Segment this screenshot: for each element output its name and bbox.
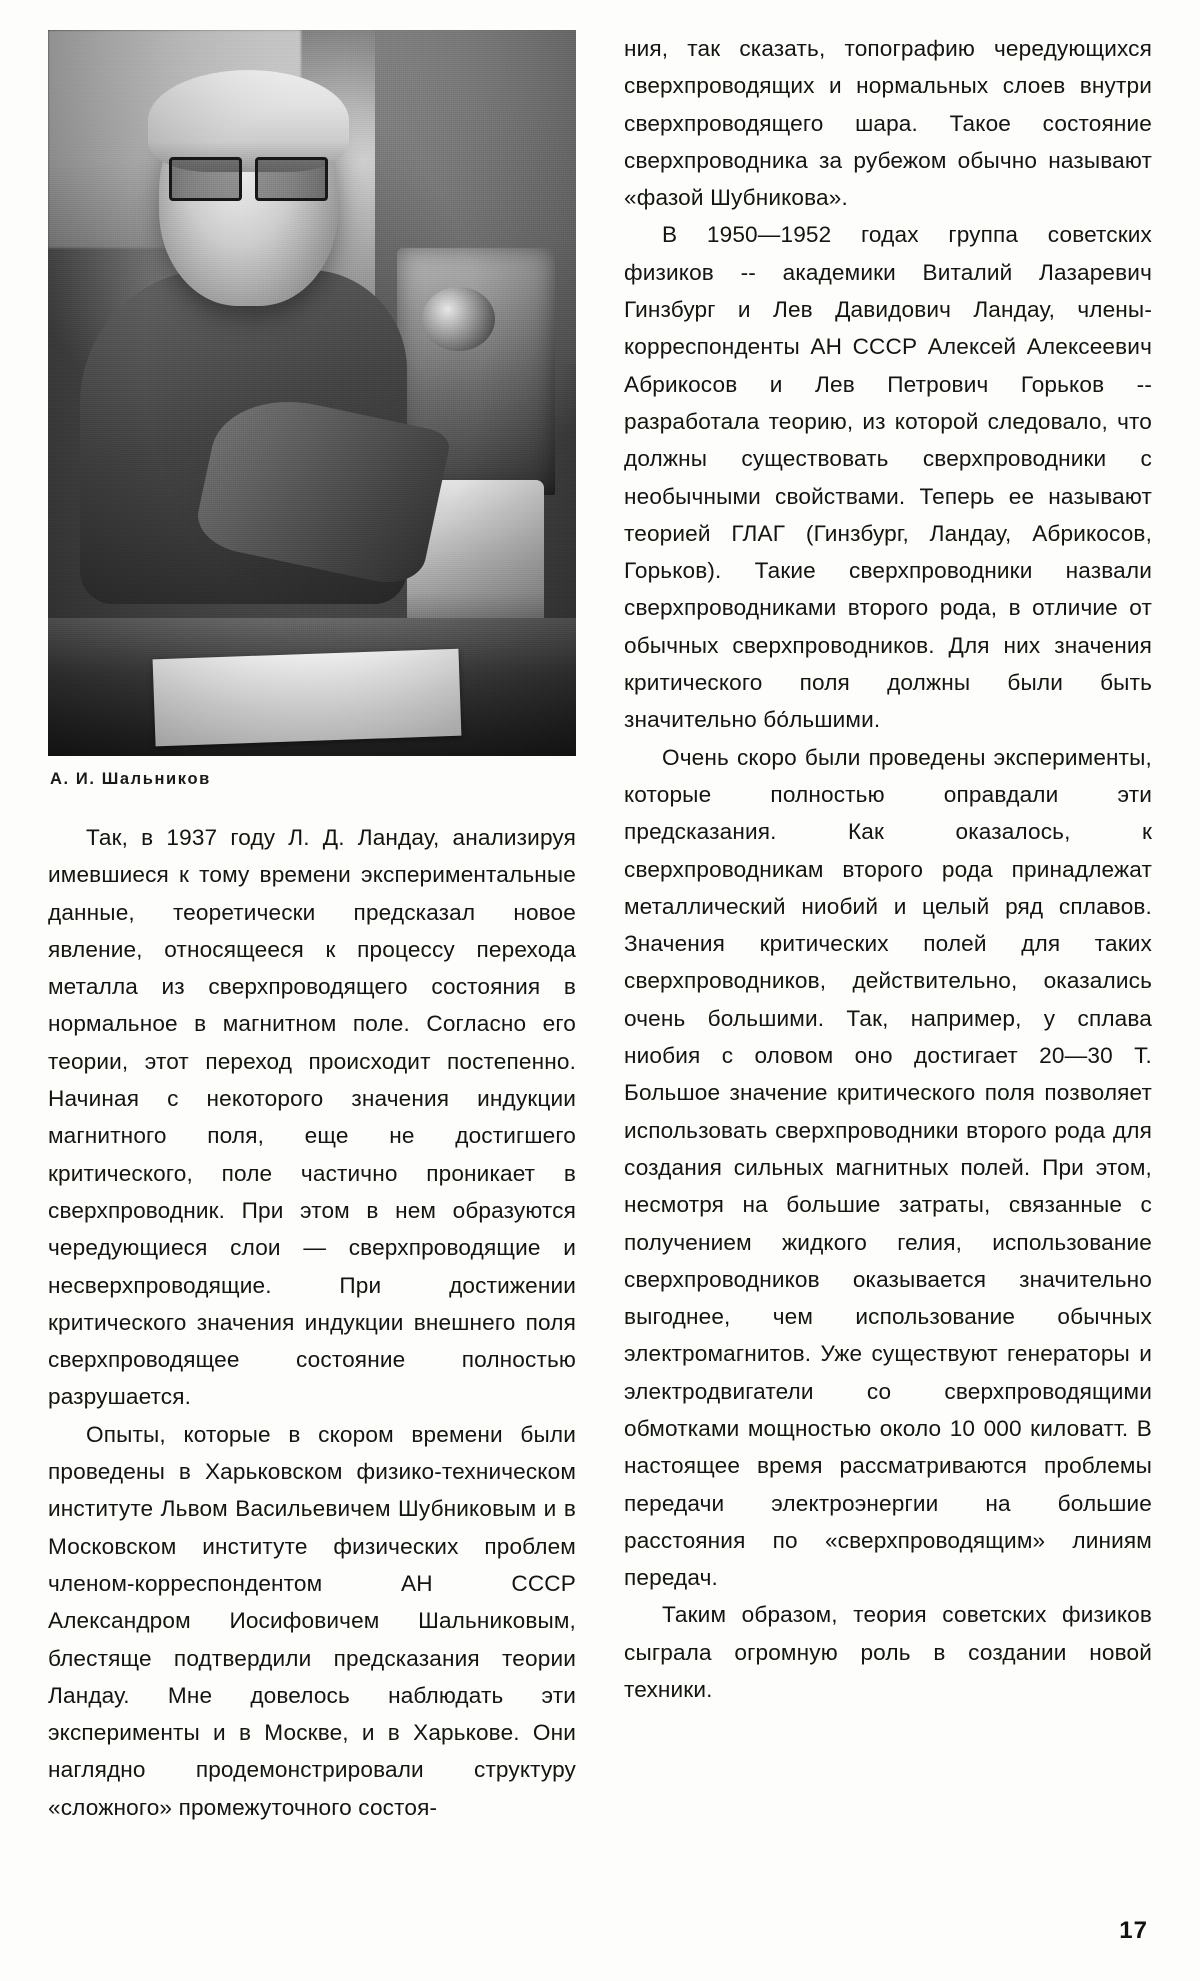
paragraph: Опыты, которые в скором времени были проведены в Харьковском физико-техническом институте Львом Васильевичем Шубниковым и в Московском институте физических проблем членом-корреспондентом АН СССР Александром Иосифовичем Шальниковым, блестяще подтвердили предсказания теории Ландау. Мне довелось наблюдать эти эксперименты и в Москве, и в Харькове. Они наглядно продемонстрировали структуру «сложного» промежуточного состоя- <box>48 1421 576 1820</box>
paragraph: Таким образом, теория советских физиков сыграла огромную роль в создании новой техники. <box>624 1602 1152 1703</box>
left-column <box>48 30 576 1910</box>
paragraph: Очень скоро были проведены эксперименты, которые полностью оправдали эти предсказания. Как оказалось, к сверхпроводникам второго рода принадлежат металлический ниобий и целый ряд сплавов. Значения критических полей для таких сверхпроводников, действительно, оказались очень большими. Так, например, у сплава ниобия с оловом оно достигает 20—30 Т. Большое значение критического поля позволяет использовать сверхпроводники второго рода для создания сильных магнитных полей. При этом, несмотря на большие затраты, связанные с получением жидкого гелия, использование сверхпроводников оказывается значительно выгоднее, чем использование обычных электромагнитов. Уже существуют генераторы и электродвигатели со сверхпроводящими обмотками мощностью около 10 000 киловатт. В настоящее время рассматриваются проблемы передачи электроэнергии на большие расстояния по «сверхпроводящим» линиям передач. <box>624 744 1152 1591</box>
two-column-layout <box>48 30 1152 1910</box>
photo-caption: А. И. Шальников <box>50 770 211 788</box>
eyeglasses <box>169 157 327 195</box>
page-number: 17 <box>1119 1917 1148 1944</box>
paper-sheet <box>152 649 461 747</box>
portrait-photo <box>48 30 576 756</box>
right-column <box>624 30 1152 1910</box>
photo-figure <box>48 30 576 789</box>
paragraph: В 1950—1952 годах группа советских физиков -- академики Виталий Лазаревич Гинзбург и Лев Давидович Ландау, члены-корреспонденты АН СССР Алексей Алексеевич Абрикосов и Лев Петрович Горьков -- разработала теорию, из которой следовало, что должны существовать сверхпроводники с необычными свойствами. Теперь ее называют теорией ГЛАГ (Гинзбург, Ландау, Абрикосов, Горьков). Такие сверхпроводники назвали сверхпроводниками второго рода, в отличие от обычных сверхпроводников. Для них значения критического поля должны были быть значительно бо́льшими. <box>624 222 1152 733</box>
paragraph: ния, так сказать, топографию чередующихся сверхпроводящих и нормальных слоев внутри сверхпроводящего шара. Такое состояние сверхпроводника за рубежом обычно называют «фазой Шубникова». <box>624 36 1152 211</box>
paragraph: Так, в 1937 году Л. Д. Ландау, анализируя имевшиеся к тому времени экспериментальные данные, теоретически предсказал новое явление, относящееся к процессу перехода металла из сверхпроводящего состояния в нормальное в магнитном поле. Согласно его теории, этот переход происходит постепенно. Начиная с некоторого значения индукции магнитного поля, еще не достигшего критического, поле частично проникает в сверхпроводник. При этом в нем образуются чередующиеся слои — сверхпроводящие и несверхпроводящие. При достижении критического значения индукции внешнего поля сверхпроводящее состояние полностью разрушается. <box>48 825 576 1410</box>
